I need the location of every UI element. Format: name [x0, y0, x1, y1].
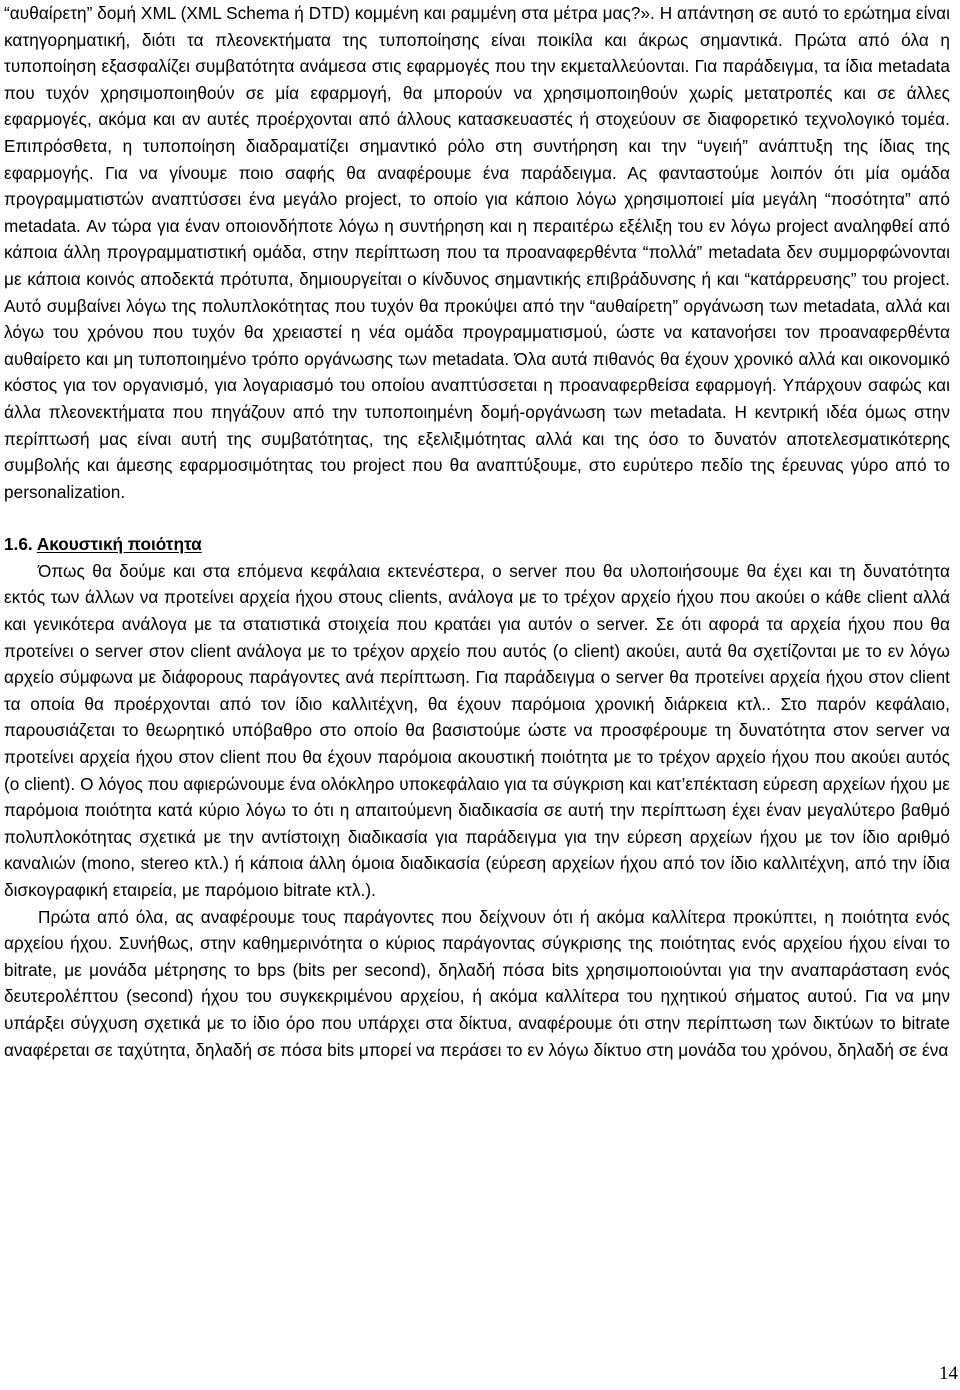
section-heading: [4, 531, 950, 558]
section-number: 1.6.: [4, 534, 33, 555]
body-paragraph-standardization: “αυθαίρετη” δομή XML (XML Schema ή DTD) κομμένη και ραμμένη στα μέτρα μας?». Η απάντηση σε αυτό το ερώτημα είναι κατηγορηματική, διότι τα πλεονεκτήματα της τυποποίησης είναι ποικίλα και άκρως σημαντικά. Πρώτα από όλα η τυποποίηση εξασφαλίζει συμβατότητα ανάμεσα στις εφαρμογές που την εκμεταλλεύονται. Για παράδειγμα, τα ίδια metadata που τυχόν χρησιμοποιηθούν σε μία εφαρμογή, θα μπορούν να χρησιμοποιηθούν χωρίς μετατροπές και σε άλλες εφαρμογές, ακόμα και αν αυτές προέρχονται από άλλους κατασκευαστές ή στοχεύουν σε διαφορετικό τεχνολογικό τομέα. Επιπρόσθετα, η τυποποίηση διαδραματίζει σημαντικό ρόλο στη συντήρηση και την “υγειή” ανάπτυξη της ίδιας της εφαρμογής. Για να γίνουμε ποιο σαφής θα αναφέρουμε ένα παράδειγμα. Ας φανταστούμε λοιπόν ότι μία ομάδα προγραμματιστών αναπτύσσει ένα μεγάλο project, το οποίο για κάποιο λόγω χρησιμοποιεί μία μεγάλη “ποσότητα” από metadata. Αν τώρα για έναν οποιονδήποτε λόγω η συντήρηση και η περαιτέρω εξέλιξη του εν λόγω project αναληφθεί από κάποια άλλη προγραμματιστική ομάδα, στην περίπτωση που τα προαναφερθέντα “πολλά” metadata δεν συμμορφώνονται με κάποια κοινός αποδεκτά πρότυπα, δημιουργείται ο κίνδυνος σημαντικής επιβράδυνσης ή και “κατάρρευσης” του project. Αυτό συμβαίνει λόγω της πολυπλοκότητας που τυχόν θα προκύψει από την “αυθαίρετη” οργάνωση των metadata, αλλά και λόγω του χρόνου που τυχόν θα χρειαστεί η νέα ομάδα προγραμματισμού, ώστε να κατανοήσει τον προαναφερθέντα αυθαίρετο και μη τυποποιημένο τρόπο οργάνωσης των metadata. Όλα αυτά πιθανός θα έχουν χρονικό αλλά και οικονομικό κόστος για τον οργανισμό, για λογαριασμό του οποίου αναπτύσσεται η προαναφερθείσα εφαρμογή. Υπάρχουν σαφώς και άλλα πλεονεκτήματα που πηγάζουν από την τυποποιημένη δομή-οργάνωση των metadata. Η κεντρική ιδέα όμως στην περίπτωσή μας είναι αυτή της συμβατότητας, της εξελιξιμότητας αλλά και της όσο το δυνατόν αποτελεσματικότερης συμβολής και άμεσης εφαρμοσιμότητας του project που θα αναπτύξουμε, στο ευρύτερο πεδίο της έρευνας γύρο από το personalization.: [4, 3, 950, 502]
body-paragraph-audio-quality-intro: Όπως θα δούμε και στα επόμενα κεφάλαια εκτενέστερα, ο server που θα υλοποιήσουμε θα έχει και τη δυνατότητα εκτός των άλλων να προτείνει αρχεία ήχου στους clients, ανάλογα με το τρέχον αρχείο ήχου που ακούει ο κάθε client αλλά και γενικότερα ανάλογα με τα στατιστικά στοιχεία που κρατάει για αυτόν ο server. Σε ότι αφορά τα αρχεία ήχου που θα προτείνει ο server στον client ανάλογα με το τρέχον αρχείο που αυτός (ο client) ακούει, αυτά θα σχετίζονται με το εν λόγω αρχείο σύμφωνα με διάφορους παράγοντες ανά περίπτωση. Για παράδειγμα ο server θα προτείνει αρχεία ήχου στον client τα οποία θα προέρχονται από τον ίδιο καλλιτέχνη, θα έχουν παρόμοια χρονική διάρκεια κτλ.. Στο παρόν κεφάλαιο, παρουσιάζεται το θεωρητικό υπόβαθρο στο οποίο θα βασιστούμε ώστε να προσφέρουμε τη δυνατότητα στον server να προτείνει αρχεία ήχου στον client που θα έχουν παρόμοια ακουστική ποιότητα με το τρέχον αρχείο ήχου που ακούει αυτός (ο client). Ο λόγος που αφιερώνουμε ένα ολόκληρο υποκεφάλαιο για τα σύγκριση και κατ’επέκταση εύρεση αρχείων ήχου με παρόμοια ποιότητα κατά κύριο λόγω το ότι η απαιτούμενη διαδικασία σε αυτή την περίπτωση έχει έναν μεγαλύτερο βαθμό πολυπλοκότητας σχετικά με την αντίστοιχη διαδικασία για παράδειγμα για την εύρεση αρχείων ήχου με τον ίδιο αριθμό καναλιών (mono, stereo κτλ.) ή κάποια άλλη όμοια διαδικασία (εύρεση αρχείων ήχου από τον ίδιο καλλιτέχνη, από την ίδια δισκογραφική εταιρεία, με παρόμοιο bitrate κτλ.).: [4, 560, 950, 900]
document-page: [4, 0, 950, 1063]
body-paragraph-bitrate: Πρώτα από όλα, ας αναφέρουμε τους παράγοντες που δείχνουν ότι ή ακόμα καλλίτερα προκύπτει, η ποιότητα ενός αρχείου ήχου. Συνήθως, στην καθημερινότητα ο κύριος παράγοντας σύγκρισης της ποιότητας ενός αρχείου ήχου είναι το bitrate, με μονάδα μέτρησης το bps (bits per second), δηλαδή πόσα bits χρησιμοποιούνται για την αναπαράσταση ενός δευτερολέπτου (second) ήχου του συγκεκριμένου αρχείου, ή ακόμα καλλίτερα του ηχητικού σήματος αυτού. Για να μην υπάρξει σύγχυση σχετικά με το ίδιο όρο που υπάρχει στα δίκτυα, αναφέρουμε ότι στην περίπτωση των δικτύων το bitrate αναφέρεται σε ταχύτητα, δηλαδή σε πόσα bits μπορεί να περάσει το εν λόγω δίκτυο στη μονάδα του χρόνου, δηλαδή σε ένα: [4, 906, 950, 1060]
page-number: 14: [939, 1363, 958, 1384]
section-title: Ακουστική ποιότητα: [36, 534, 202, 555]
